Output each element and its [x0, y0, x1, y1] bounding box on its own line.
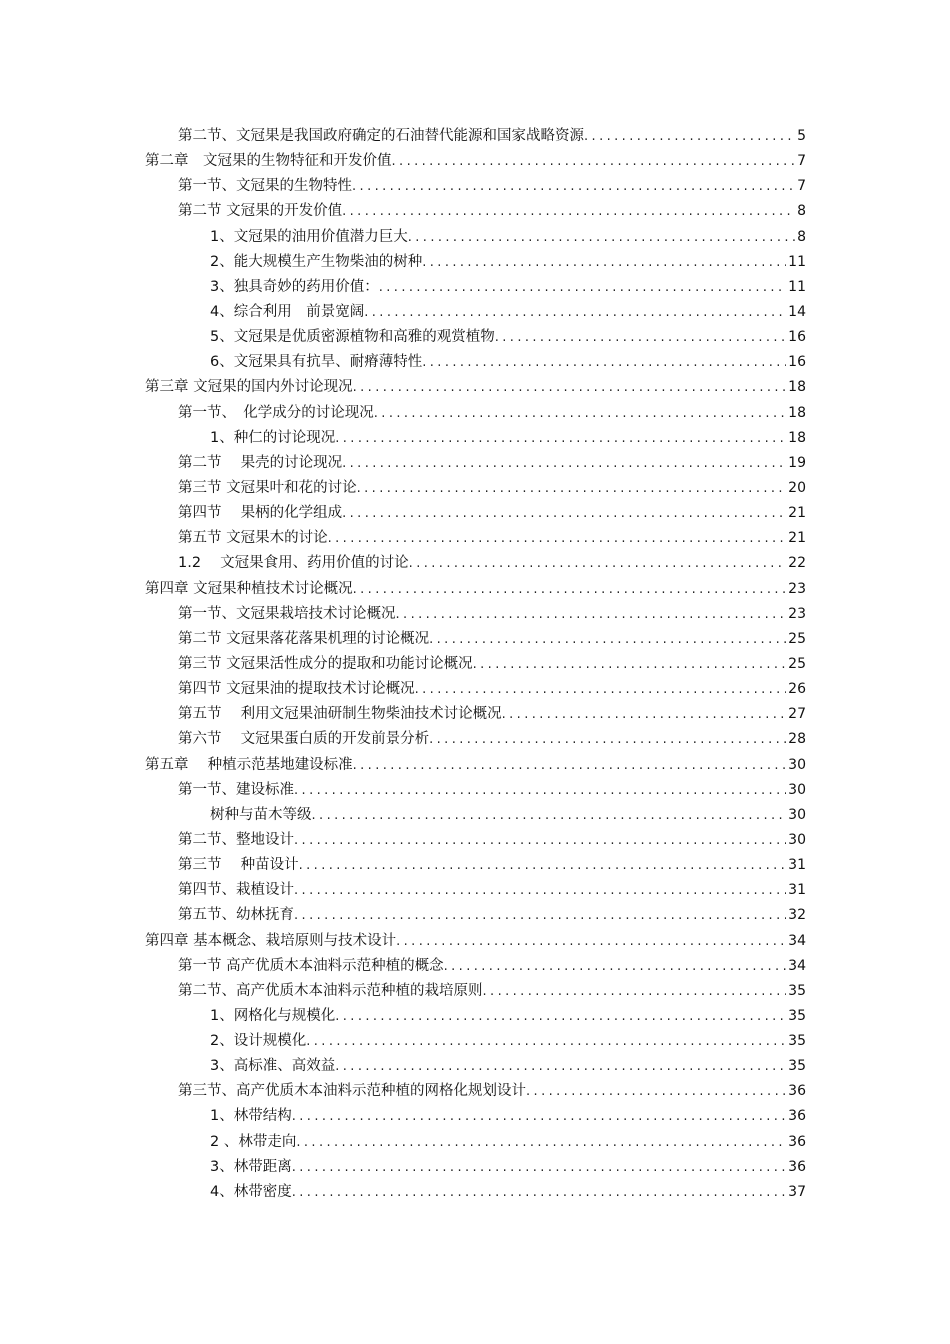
toc-entry-title: 3、林带距离 [210, 1158, 292, 1175]
toc-entry[interactable] [0, 451, 950, 476]
toc-entry-title: 第五节 文冠果木的讨论 [178, 530, 328, 547]
dot-leader [353, 577, 787, 602]
dot-leader [294, 903, 786, 928]
toc-entry-page-number: 23 [788, 605, 806, 622]
toc-entry-page-number: 16 [788, 329, 806, 346]
toc-entry-line [178, 652, 806, 677]
toc-entry[interactable] [0, 300, 950, 325]
dot-leader [292, 1155, 786, 1180]
toc-entry[interactable] [0, 853, 950, 878]
dot-leader [364, 300, 786, 325]
toc-entry[interactable] [0, 350, 950, 375]
toc-entry-line [210, 803, 806, 828]
toc-entry-line [210, 1180, 806, 1205]
toc-entry[interactable] [0, 1054, 950, 1079]
toc-entry-page-number: 36 [788, 1158, 806, 1175]
toc-entry-title: 第二节、文冠果是我国政府确定的石油替代能源和国家战略资源 [178, 128, 584, 144]
toc-entry-page-number: 36 [788, 1108, 806, 1125]
toc-entry[interactable] [0, 878, 950, 903]
toc-entry[interactable] [0, 929, 950, 954]
toc-entry-page-number: 30 [788, 781, 806, 798]
toc-entry[interactable] [0, 1130, 950, 1155]
toc-entry-line [210, 1054, 806, 1079]
toc-entry[interactable] [0, 1004, 950, 1029]
toc-entry-title: 1、网格化与规模化 [210, 1007, 336, 1024]
toc-entry-title: 4、综合利用 前景宽阔 [210, 303, 365, 320]
dot-leader [353, 375, 787, 400]
toc-entry[interactable] [0, 727, 950, 752]
toc-entry-title: 第四节 文冠果油的提取技术讨论概况 [178, 681, 415, 698]
toc-entry-page-number: 37 [788, 1183, 806, 1200]
toc-entry-line [178, 954, 806, 979]
toc-entry-title: 第三节 种苗设计 [178, 857, 299, 874]
table-of-contents [0, 124, 950, 1205]
dot-leader [396, 602, 787, 627]
toc-entry-line [178, 878, 806, 903]
toc-entry-line [178, 199, 806, 224]
toc-entry-line [178, 174, 806, 199]
toc-entry-title: 第一节、 化学成分的讨论现况 [178, 404, 374, 421]
toc-entry-title: 第五章 种植示范基地建设标准 [145, 756, 353, 773]
toc-entry[interactable] [0, 652, 950, 677]
toc-entry[interactable] [0, 1155, 950, 1180]
toc-entry-page-number: 25 [788, 655, 806, 672]
dot-leader [294, 778, 786, 803]
toc-entry[interactable] [0, 225, 950, 250]
toc-entry-page-number: 21 [788, 530, 806, 547]
dot-leader [299, 853, 787, 878]
toc-entry[interactable] [0, 325, 950, 350]
dot-leader [352, 174, 795, 199]
toc-entry-page-number: 7 [797, 178, 806, 195]
toc-entry[interactable] [0, 526, 950, 551]
toc-entry-title: 第一节 高产优质木本油料示范种植的概念 [178, 957, 444, 974]
toc-entry-line [210, 350, 806, 375]
toc-entry[interactable] [0, 577, 950, 602]
dot-leader [312, 803, 787, 828]
dot-leader [294, 828, 786, 853]
toc-entry[interactable] [0, 124, 950, 149]
toc-entry-title: 第六节 文冠果蛋白质的开发前景分析 [178, 731, 430, 748]
toc-entry-line [145, 577, 806, 602]
toc-entry-title: 第二节 文冠果落花落果机理的讨论概况 [178, 630, 430, 647]
toc-entry-page-number: 16 [788, 354, 806, 371]
toc-entry-title: 第四节、栽植设计 [178, 882, 294, 899]
toc-entry-page-number: 30 [788, 756, 806, 773]
toc-entry[interactable] [0, 501, 950, 526]
dot-leader [335, 1004, 786, 1029]
toc-entry-title: 4、林带密度 [210, 1183, 292, 1200]
dot-leader [409, 551, 787, 576]
toc-entry-line [210, 250, 806, 275]
toc-entry-page-number: 22 [788, 555, 806, 572]
toc-entry-line [178, 1079, 806, 1104]
toc-entry[interactable] [0, 250, 950, 275]
toc-entry-title: 第一节、文冠果的生物特性 [178, 178, 352, 195]
toc-entry-page-number: 20 [788, 479, 806, 496]
toc-entry-line [210, 225, 806, 250]
toc-entry-title: 2、设计规模化 [210, 1033, 307, 1050]
dot-leader [392, 149, 796, 174]
dot-leader [335, 1054, 786, 1079]
toc-entry-line [178, 979, 806, 1004]
toc-entry[interactable] [0, 954, 950, 979]
dot-leader [473, 652, 787, 677]
toc-entry-line [145, 149, 806, 174]
toc-entry-page-number: 30 [788, 831, 806, 848]
dot-leader [422, 250, 786, 275]
toc-entry-line [178, 124, 806, 149]
toc-entry-page-number: 11 [788, 278, 806, 295]
toc-entry-line [178, 401, 806, 426]
dot-leader [429, 727, 786, 752]
dot-leader [396, 929, 786, 954]
toc-entry-page-number: 25 [788, 630, 806, 647]
dot-leader [415, 677, 787, 702]
toc-entry-page-number: 35 [788, 1033, 806, 1050]
dot-leader [294, 878, 786, 903]
toc-entry-page-number: 34 [788, 932, 806, 949]
toc-entry-page-number: 31 [788, 882, 806, 899]
toc-entry-page-number: 34 [788, 957, 806, 974]
toc-entry-title: 6、文冠果具有抗旱、耐瘠薄特性 [210, 354, 423, 371]
toc-entry[interactable] [0, 1104, 950, 1129]
toc-entry[interactable] [0, 803, 950, 828]
toc-entry-title: 第二章 文冠果的生物特征和开发价值 [145, 153, 392, 170]
toc-entry-title: 2、能大规模生产生物柴油的树种 [210, 253, 423, 270]
toc-entry-title: 第一节、文冠果栽培技术讨论概况 [178, 605, 396, 622]
toc-entry-line [145, 753, 806, 778]
toc-entry-title: 1、林带结构 [210, 1108, 292, 1125]
toc-entry[interactable] [0, 199, 950, 224]
toc-entry-page-number: 14 [788, 303, 806, 320]
toc-entry-line [210, 1130, 806, 1155]
toc-entry-line [178, 476, 806, 501]
toc-entry-title: 1.2 文冠果食用、药用价值的讨论 [178, 555, 409, 572]
toc-entry-title: 第五节 利用文冠果油研制生物柴油技术讨论概况 [178, 706, 502, 723]
toc-entry-title: 第三节 文冠果活性成分的提取和功能讨论概况 [178, 655, 473, 672]
toc-entry-title: 第二节 文冠果的开发价值 [178, 203, 343, 220]
toc-entry-page-number: 23 [788, 580, 806, 597]
toc-entry[interactable] [0, 551, 950, 576]
toc-entry-page-number: 18 [788, 379, 806, 396]
toc-entry[interactable] [0, 426, 950, 451]
toc-entry[interactable] [0, 375, 950, 400]
dot-leader [292, 1104, 786, 1129]
toc-entry-title: 1、种仁的讨论现况 [210, 429, 336, 446]
toc-entry[interactable] [0, 602, 950, 627]
toc-entry-title: 第四节 果柄的化学组成 [178, 505, 343, 522]
toc-entry-line [210, 300, 806, 325]
toc-entry-page-number: 21 [788, 505, 806, 522]
toc-entry[interactable] [0, 903, 950, 928]
toc-entry[interactable] [0, 979, 950, 1004]
toc-entry-title: 3、独具奇妙的药用价值： [210, 278, 379, 295]
dot-leader [526, 1079, 786, 1104]
toc-entry-page-number: 31 [788, 857, 806, 874]
toc-entry-line [210, 426, 806, 451]
toc-entry[interactable] [0, 149, 950, 174]
dot-leader [357, 476, 787, 501]
dot-leader [374, 401, 786, 426]
dot-leader [379, 275, 786, 300]
toc-entry-line [178, 778, 806, 803]
toc-entry-page-number: 8 [797, 203, 806, 220]
toc-entry-page-number: 28 [788, 731, 806, 748]
toc-entry-line [178, 903, 806, 928]
toc-entry-line [178, 602, 806, 627]
toc-entry-line [145, 929, 806, 954]
toc-entry-line [210, 1155, 806, 1180]
toc-entry-page-number: 26 [788, 681, 806, 698]
dot-leader [422, 350, 786, 375]
toc-entry-page-number: 36 [788, 1133, 806, 1150]
toc-entry-title: 第四章 基本概念、栽培原则与技术设计 [145, 932, 397, 949]
toc-entry-page-number: 8 [797, 228, 806, 245]
dot-leader [429, 627, 786, 652]
toc-entry-title: 第二节 果壳的讨论现况 [178, 454, 343, 471]
toc-entry-line [178, 526, 806, 551]
dot-leader [342, 501, 786, 526]
dot-leader [335, 426, 786, 451]
dot-leader [342, 451, 786, 476]
toc-entry-title: 第四章 文冠果种植技术讨论概况 [145, 580, 353, 597]
toc-entry-line [178, 627, 806, 652]
toc-entry-line [145, 375, 806, 400]
dot-leader [353, 753, 787, 778]
toc-entry-title: 第三节 文冠果叶和花的讨论 [178, 479, 357, 496]
toc-entry-page-number: 35 [788, 1058, 806, 1075]
toc-entry-title: 1、文冠果的油用价值潜力巨大 [210, 228, 408, 245]
toc-entry[interactable] [0, 627, 950, 652]
toc-entry-page-number: 7 [797, 153, 806, 170]
dot-leader [502, 702, 787, 727]
toc-entry[interactable] [0, 401, 950, 426]
toc-entry-page-number: 35 [788, 982, 806, 999]
toc-entry-title: 第二节、高产优质木本油料示范种植的栽培原则 [178, 982, 483, 999]
toc-entry-line [210, 1004, 806, 1029]
toc-entry-page-number: 27 [788, 706, 806, 723]
toc-entry-title: 第三节、高产优质木本油料示范种植的网格化规划设计 [178, 1083, 526, 1100]
toc-entry-title: 3、高标准、高效益 [210, 1058, 336, 1075]
toc-entry-title: 第五节、幼林抚育 [178, 907, 294, 924]
toc-entry-line [178, 702, 806, 727]
toc-entry-title: 5、文冠果是优质密源植物和高雅的观赏植物 [210, 329, 495, 346]
toc-entry[interactable] [0, 677, 950, 702]
toc-entry-page-number: 35 [788, 1007, 806, 1024]
toc-entry-line [178, 551, 806, 576]
dot-leader [584, 124, 795, 149]
toc-entry-page-number: 32 [788, 907, 806, 924]
toc-entry-title: 第一节、建设标准 [178, 781, 294, 798]
toc-entry[interactable] [0, 702, 950, 727]
toc-entry[interactable] [0, 778, 950, 803]
toc-entry[interactable] [0, 1029, 950, 1054]
toc-entry[interactable] [0, 174, 950, 199]
toc-entry-line [178, 501, 806, 526]
toc-entry-page-number: 5 [797, 128, 806, 144]
dot-leader [483, 979, 787, 1004]
toc-entry[interactable] [0, 275, 950, 300]
toc-entry-line [210, 1104, 806, 1129]
dot-leader [342, 199, 795, 224]
toc-entry-line [178, 828, 806, 853]
toc-entry-page-number: 19 [788, 454, 806, 471]
dot-leader [408, 225, 795, 250]
toc-entry-page-number: 11 [788, 253, 806, 270]
toc-entry-line [210, 275, 806, 300]
toc-entry-page-number: 30 [788, 806, 806, 823]
dot-leader [444, 954, 787, 979]
dot-leader [296, 1130, 786, 1155]
toc-entry-page-number: 18 [788, 404, 806, 421]
toc-entry-line [178, 853, 806, 878]
toc-entry-title: 树种与苗木等级 [210, 806, 312, 823]
toc-entry-title: 第三章 文冠果的国内外讨论现况 [145, 379, 353, 396]
toc-entry[interactable] [0, 828, 950, 853]
dot-leader [306, 1029, 786, 1054]
toc-entry-page-number: 36 [788, 1083, 806, 1100]
toc-entry-line [178, 451, 806, 476]
toc-entry[interactable] [0, 476, 950, 501]
toc-entry-line [178, 677, 806, 702]
dot-leader [495, 325, 786, 350]
toc-entry[interactable] [0, 1079, 950, 1104]
toc-entry[interactable] [0, 1180, 950, 1205]
dot-leader [292, 1180, 786, 1205]
toc-entry-line [210, 1029, 806, 1054]
toc-entry-page-number: 18 [788, 429, 806, 446]
dot-leader [328, 526, 787, 551]
toc-entry-line [178, 727, 806, 752]
toc-entry-line [210, 325, 806, 350]
toc-entry-title: 2 、林带走向 [210, 1133, 297, 1150]
toc-entry-title: 第二节、整地设计 [178, 831, 294, 848]
toc-entry[interactable] [0, 753, 950, 778]
